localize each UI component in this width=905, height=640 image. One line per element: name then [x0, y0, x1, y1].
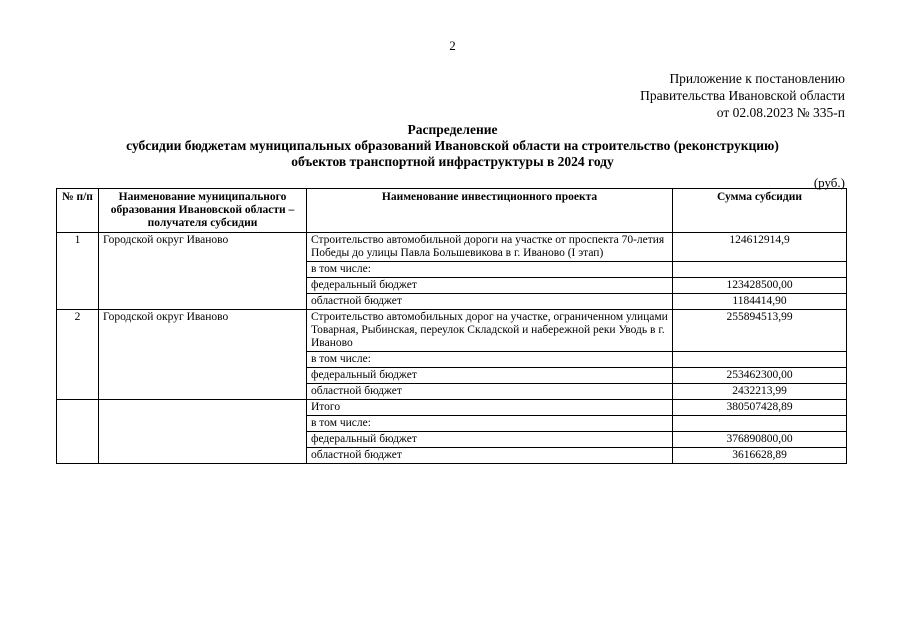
header-sum: Сумма субсидии — [673, 189, 847, 233]
appendix-block — [640, 70, 845, 121]
appendix-line-2: Правительства Ивановской области — [640, 88, 845, 103]
units-label: (руб.) — [813, 175, 845, 190]
subrow-label: федеральный бюджет — [307, 368, 673, 384]
table-header-row — [57, 189, 847, 233]
row-sum: 255894513,99 — [673, 310, 847, 352]
subrow-value: 376890800,00 — [673, 432, 847, 448]
subsidy-table — [56, 188, 847, 464]
appendix-line-3: от 02.08.2023 № 335-п — [716, 105, 845, 120]
row-num: 1 — [57, 233, 99, 310]
total-label: Итого — [307, 400, 673, 416]
subrow-value: 253462300,00 — [673, 368, 847, 384]
subrow-value: 123428500,00 — [673, 278, 847, 294]
appendix-line-1: Приложение к постановлению — [669, 71, 845, 86]
table-row — [57, 310, 847, 352]
title-line-2: субсидии бюджетам муниципальных образований Ивановской области на строительство (реконструкцию) — [126, 138, 779, 153]
header-project: Наименование инвестиционного проекта — [307, 189, 673, 233]
subrow-label: федеральный бюджет — [307, 432, 673, 448]
subrow-label: в том числе: — [307, 352, 673, 368]
row-num: 2 — [57, 310, 99, 400]
row-municipality: Городской округ Иваново — [99, 233, 307, 310]
total-num-empty — [57, 400, 99, 464]
row-sum: 124612914,9 — [673, 233, 847, 262]
subrow-value — [673, 352, 847, 368]
title-line-1: Распределение — [407, 122, 498, 137]
subrow-label: областной бюджет — [307, 294, 673, 310]
page-number: 2 — [449, 38, 456, 53]
title-line-3: объектов транспортной инфраструктуры в 2024 году — [291, 154, 614, 169]
total-municipality-empty — [99, 400, 307, 464]
row-project: Строительство автомобильных дорог на участке, ограниченном улицами Товарная, Рыбинская, переулок Складской и набережной реки Уводь в г. Иваново — [307, 310, 673, 352]
subrow-value — [673, 262, 847, 278]
row-municipality: Городской округ Иваново — [99, 310, 307, 400]
subrow-value: 1184414,90 — [673, 294, 847, 310]
subrow-value — [673, 416, 847, 432]
subrow-label: в том числе: — [307, 416, 673, 432]
subrow-value: 2432213,99 — [673, 384, 847, 400]
subrow-label: областной бюджет — [307, 448, 673, 464]
header-municipality: Наименование муниципального образования Ивановской области – получателя субсидии — [99, 189, 307, 233]
row-project: Строительство автомобильной дороги на участке от проспекта 70-летия Победы до улицы Павла Большевикова в г. Иваново (I этап) — [307, 233, 673, 262]
table-row — [57, 233, 847, 262]
total-row — [57, 400, 847, 416]
subrow-label: в том числе: — [307, 262, 673, 278]
header-num: № п/п — [57, 189, 99, 233]
document-title — [0, 122, 905, 170]
subrow-label: федеральный бюджет — [307, 278, 673, 294]
subrow-label: областной бюджет — [307, 384, 673, 400]
subrow-value: 3616628,89 — [673, 448, 847, 464]
total-sum: 380507428,89 — [673, 400, 847, 416]
